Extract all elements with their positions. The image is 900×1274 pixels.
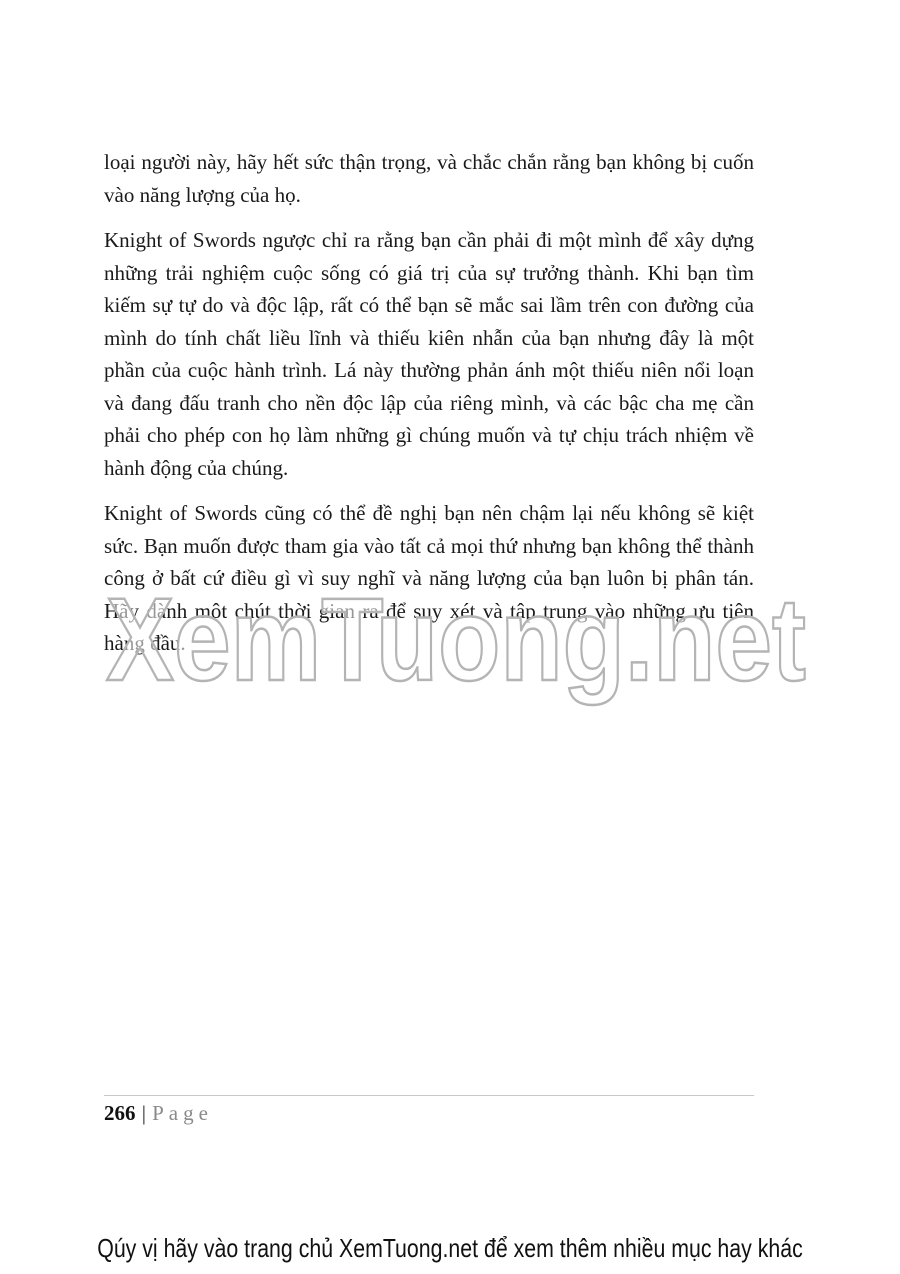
page-label: Page [152, 1101, 213, 1125]
site-banner: Qúy vị hãy vào trang chủ XemTuong.net để xem thêm nhiều mục hay khác [97, 1233, 803, 1263]
footer-divider [104, 1095, 754, 1096]
watermark-text: XemTuong.net [106, 574, 806, 706]
page-footer [104, 1098, 213, 1128]
page-body [104, 146, 754, 660]
paragraph-3: Knight of Swords cũng có thể đề nghị bạn nên chậm lại nếu không sẽ kiệt sức. Bạn muốn được tham gia vào tất cả mọi thứ nhưng bạn không thể thành công ở bất cứ điều gì vì suy nghĩ và năng lượng của bạn luôn bị phân tán. Hãy dành một chút thời gian ra để suy xét và tập trung vào những ưu tiên hàng đầu. [104, 501, 754, 655]
paragraph-2: Knight of Swords ngược chỉ ra rằng bạn cần phải đi một mình để xây dựng những trải nghiệm cuộc sống có giá trị của sự trưởng thành. Khi bạn tìm kiếm sự tự do và độc lập, rất có thể bạn sẽ mắc sai lầm trên con đường của mình do tính chất liều lĩnh và thiếu kiên nhẫn của bạn nhưng đây là một phần của cuộc hành trình. Lá này thường phản ánh một thiếu niên nổi loạn và đang đấu tranh cho nền độc lập của riêng mình, và các bậc cha mẹ cần phải cho phép con họ làm những gì chúng muốn và tự chịu trách nhiệm về hành động của chúng. [104, 228, 754, 480]
page-number: 266 [104, 1101, 136, 1125]
paragraph-1: loại người này, hãy hết sức thận trọng, và chắc chắn rằng bạn không bị cuốn vào năng lượng của họ. [104, 150, 754, 207]
footer-separator: | [141, 1101, 147, 1125]
